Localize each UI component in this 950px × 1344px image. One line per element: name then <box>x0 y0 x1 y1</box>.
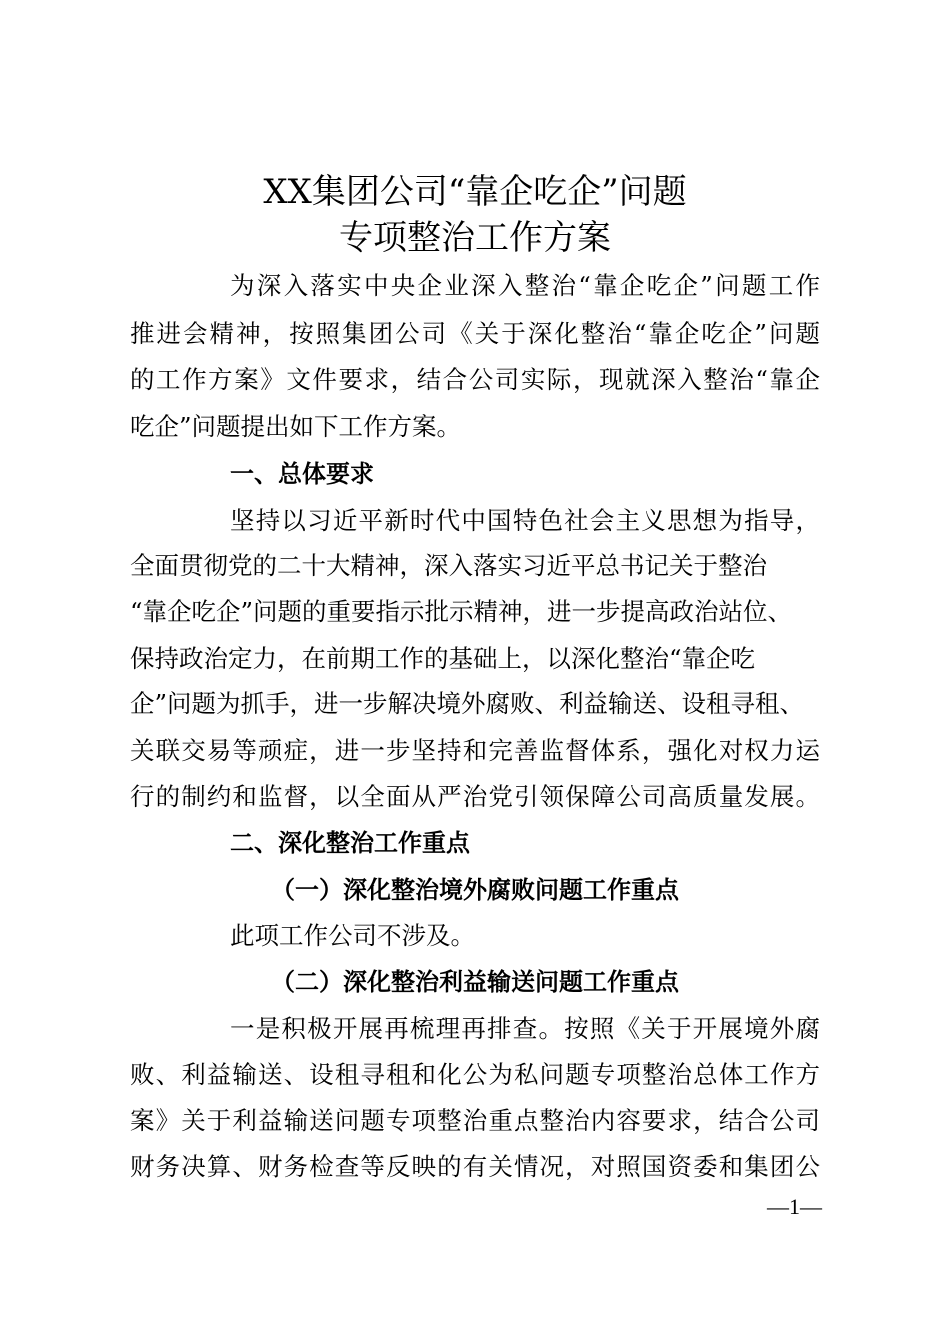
section1-heading: 一、总体要求 <box>230 460 374 488</box>
section1-line: 行的制约和监督，以全面从严治党引领保障公司高质量发展。 <box>130 782 820 811</box>
document-title-line1: XX集团公司“靠企吃企”问题 <box>263 172 687 212</box>
section2-heading: 二、深化整治工作重点 <box>230 829 470 857</box>
section1-line: 企”问题为抓手，进一步解决境外腐败、利益输送、设租寻租、 <box>130 689 805 718</box>
section1-line: 保持政治定力，在前期工作的基础上，以深化整治“靠企吃 <box>130 644 756 673</box>
intro-line: 的工作方案》文件要求，结合公司实际，现就深入整治“靠企 <box>130 365 820 394</box>
subsection2-line: 案》关于利益输送问题专项整治重点整治内容要求，结合公司 <box>130 1106 820 1135</box>
subsection1-heading: （一）深化整治境外腐败问题工作重点 <box>271 875 679 904</box>
subsection2-line: 败、利益输送、设租寻租和化公为私问题专项整治总体工作方 <box>130 1060 820 1089</box>
section1-line: 坚持以习近平新时代中国特色社会主义思想为指导， <box>230 506 820 535</box>
intro-line: 吃企”问题提出如下工作方案。 <box>130 412 462 441</box>
section1-line: 关联交易等顽症，进一步坚持和完善监督体系，强化对权力运 <box>130 736 820 765</box>
page-number: —1— <box>767 1194 822 1219</box>
document-title-line2: 专项整治工作方案 <box>339 218 611 258</box>
section1-line: 全面贯彻党的二十大精神，深入落实习近平总书记关于整治 <box>130 551 767 580</box>
subsection2-heading: （二）深化整治利益输送问题工作重点 <box>271 967 679 996</box>
subsection1-body: 此项工作公司不涉及。 <box>230 921 475 950</box>
section1-line: “靠企吃企”问题的重要指示批示精神，进一步提高政治站位、 <box>130 597 793 626</box>
subsection2-line: 一是积极开展再梳理再排查。按照《关于开展境外腐 <box>230 1014 820 1043</box>
intro-line: 为深入落实中央企业深入整治“靠企吃企”问题工作 <box>230 271 820 300</box>
intro-line: 推进会精神，按照集团公司《关于深化整治“靠企吃企”问题 <box>130 319 820 348</box>
subsection2-line: 财务决算、财务检查等反映的有关情况，对照国资委和集团公 <box>130 1152 820 1181</box>
